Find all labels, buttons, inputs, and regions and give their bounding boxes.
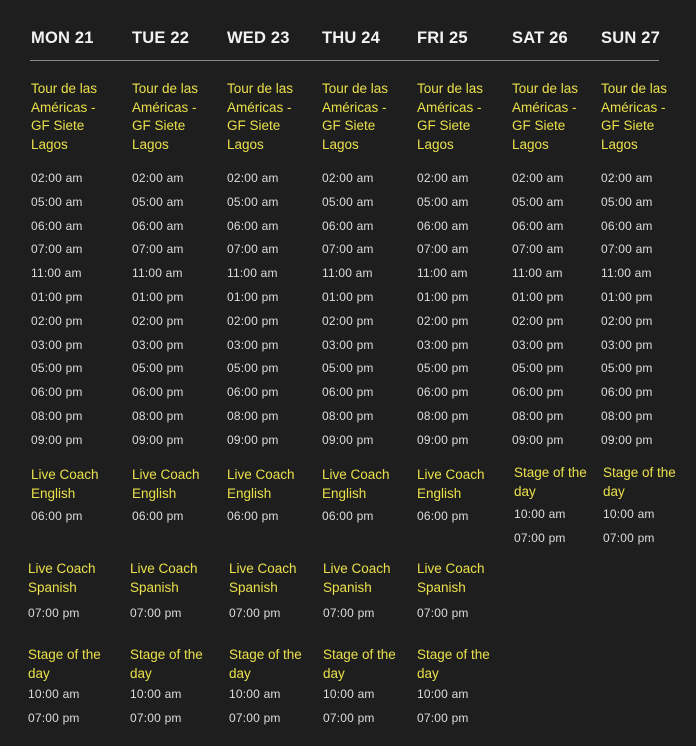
event-title-stage-of-the-day: Stage of the day — [603, 465, 676, 499]
event-title-live-coach-spanish: Live Coach Spanish — [323, 561, 391, 595]
time-slot[interactable]: 02:00 pm — [601, 313, 653, 328]
time-slot[interactable]: 05:00 am — [132, 194, 184, 209]
time-slot[interactable]: 05:00 pm — [417, 361, 469, 376]
time-slot[interactable]: 07:00 pm — [229, 710, 281, 725]
time-slot[interactable]: 05:00 pm — [132, 361, 184, 376]
time-slot[interactable]: 02:00 am — [512, 171, 564, 185]
time-slot[interactable]: 07:00 pm — [417, 710, 469, 725]
time-slot[interactable]: 02:00 am — [417, 171, 469, 185]
time-slot[interactable]: 06:00 am — [132, 218, 184, 233]
time-slot[interactable]: 11:00 am — [227, 266, 278, 281]
time-slot[interactable]: 02:00 am — [31, 171, 83, 185]
event-title-live-coach-spanish: Live Coach Spanish — [229, 561, 297, 595]
header-divider — [30, 60, 659, 61]
time-slot[interactable]: 06:00 pm — [417, 509, 469, 523]
time-slot[interactable]: 09:00 pm — [132, 432, 184, 447]
time-slot[interactable]: 11:00 am — [322, 266, 373, 281]
event-title-live-coach-spanish: Live Coach Spanish — [28, 561, 96, 595]
event-title-tour-de-las-americas-gf-siete-lagos: Tour de las Américas - GF Siete Lagos — [227, 81, 294, 152]
event-title-tour-de-las-americas-gf-siete-lagos: Tour de las Américas - GF Siete Lagos — [31, 81, 98, 152]
event-title-live-coach-spanish: Live Coach Spanish — [130, 561, 198, 595]
time-slot[interactable]: 02:00 am — [132, 171, 184, 185]
event-title-tour-de-las-americas-gf-siete-lagos: Tour de las Américas - GF Siete Lagos — [601, 81, 668, 152]
day-header-mon-21: MON 21 — [31, 29, 94, 47]
day-header-thu-24: THU 24 — [322, 29, 381, 47]
event-title-stage-of-the-day: Stage of the day — [417, 647, 490, 681]
event-title-live-coach-english: Live Coach English — [31, 467, 99, 501]
time-slot[interactable]: 02:00 pm — [417, 313, 469, 328]
time-slot[interactable]: 02:00 pm — [31, 313, 83, 328]
time-slot[interactable]: 05:00 am — [31, 194, 83, 209]
time-slot[interactable]: 03:00 pm — [227, 337, 279, 352]
event-title-live-coach-english: Live Coach English — [227, 467, 295, 501]
time-slot[interactable]: 08:00 pm — [322, 409, 374, 423]
time-slot[interactable]: 07:00 am — [227, 242, 279, 257]
time-slot[interactable]: 06:00 am — [31, 218, 83, 233]
time-slot[interactable]: 05:00 am — [417, 194, 469, 209]
time-slot[interactable]: 05:00 am — [512, 194, 564, 209]
time-slot[interactable]: 11:00 am — [601, 266, 652, 281]
event-title-stage-of-the-day: Stage of the day — [130, 647, 203, 681]
event-title-stage-of-the-day: Stage of the day — [323, 647, 396, 681]
time-slot[interactable]: 11:00 am — [512, 266, 563, 281]
time-slot[interactable]: 03:00 pm — [417, 337, 469, 352]
time-slot[interactable]: 10:00 am — [28, 687, 80, 701]
time-slot[interactable]: 03:00 pm — [512, 337, 564, 352]
time-slot[interactable]: 06:00 pm — [417, 385, 469, 400]
time-slot[interactable]: 02:00 pm — [132, 313, 184, 328]
event-title-live-coach-english: Live Coach English — [417, 467, 485, 501]
time-slot[interactable]: 10:00 am — [130, 687, 182, 701]
event-title-tour-de-las-americas-gf-siete-lagos: Tour de las Américas - GF Siete Lagos — [417, 81, 484, 152]
time-slot[interactable]: 02:00 pm — [322, 313, 374, 328]
event-title-live-coach-english: Live Coach English — [322, 467, 390, 501]
time-slot[interactable]: 05:00 pm — [322, 361, 374, 376]
time-slot[interactable]: 08:00 pm — [227, 409, 279, 423]
time-slot[interactable]: 07:00 am — [322, 242, 374, 257]
time-slot[interactable]: 01:00 pm — [227, 290, 279, 304]
time-slot[interactable]: 05:00 am — [601, 194, 653, 209]
time-slot[interactable]: 07:00 am — [601, 242, 653, 257]
time-slot[interactable]: 09:00 pm — [31, 432, 83, 447]
time-slot[interactable]: 06:00 pm — [322, 385, 374, 400]
time-slot[interactable]: 08:00 pm — [31, 409, 83, 423]
time-slot[interactable]: 10:00 am — [229, 687, 281, 701]
time-slot[interactable]: 07:00 pm — [130, 710, 182, 725]
time-slot[interactable]: 03:00 pm — [31, 337, 83, 352]
time-slot[interactable]: 05:00 pm — [512, 361, 564, 376]
time-slot[interactable]: 06:00 am — [512, 218, 564, 233]
time-slot[interactable]: 06:00 pm — [132, 509, 184, 523]
time-slot[interactable]: 02:00 am — [601, 171, 653, 185]
time-slot[interactable]: 06:00 am — [417, 218, 469, 233]
time-slot[interactable]: 05:00 pm — [601, 361, 653, 376]
time-slot[interactable]: 09:00 pm — [227, 432, 279, 447]
day-header-sun-27: SUN 27 — [601, 29, 660, 47]
time-slot[interactable]: 10:00 am — [417, 687, 469, 701]
time-slot[interactable]: 07:00 am — [31, 242, 83, 257]
event-title-live-coach-spanish: Live Coach Spanish — [417, 561, 485, 595]
time-slot[interactable]: 05:00 am — [227, 194, 279, 209]
time-slot[interactable]: 05:00 pm — [31, 361, 83, 376]
time-slot[interactable]: 02:00 am — [322, 171, 374, 185]
time-slot[interactable]: 07:00 pm — [323, 606, 375, 620]
time-slot[interactable]: 02:00 pm — [512, 313, 564, 328]
time-slot[interactable]: 11:00 am — [417, 266, 468, 281]
event-title-tour-de-las-americas-gf-siete-lagos: Tour de las Américas - GF Siete Lagos — [322, 81, 389, 152]
time-slot[interactable]: 02:00 pm — [227, 313, 279, 328]
day-header-sat-26: SAT 26 — [512, 29, 568, 47]
time-slot[interactable]: 05:00 pm — [227, 361, 279, 376]
time-slot[interactable]: 06:00 pm — [132, 385, 184, 400]
time-slot[interactable]: 01:00 pm — [512, 290, 564, 304]
event-title-tour-de-las-americas-gf-siete-lagos: Tour de las Américas - GF Siete Lagos — [512, 81, 579, 152]
time-slot[interactable]: 06:00 am — [227, 218, 279, 233]
time-slot[interactable]: 08:00 pm — [417, 409, 469, 423]
time-slot[interactable]: 08:00 pm — [132, 409, 184, 423]
time-slot[interactable]: 07:00 am — [512, 242, 564, 257]
time-slot[interactable]: 08:00 pm — [601, 409, 653, 423]
time-slot[interactable]: 07:00 pm — [514, 530, 566, 545]
day-header-tue-22: TUE 22 — [132, 29, 190, 47]
time-slot[interactable]: 03:00 pm — [322, 337, 374, 352]
time-slot[interactable]: 10:00 am — [514, 507, 566, 521]
event-title-stage-of-the-day: Stage of the day — [229, 647, 302, 681]
event-title-tour-de-las-americas-gf-siete-lagos: Tour de las Américas - GF Siete Lagos — [132, 81, 199, 152]
time-slot[interactable]: 07:00 pm — [229, 606, 281, 620]
time-slot[interactable]: 06:00 pm — [31, 385, 83, 400]
event-title-live-coach-english: Live Coach English — [132, 467, 200, 501]
time-slot[interactable]: 07:00 pm — [130, 606, 182, 620]
time-slot[interactable]: 07:00 pm — [603, 530, 655, 545]
time-slot[interactable]: 01:00 pm — [31, 290, 83, 304]
time-slot[interactable]: 10:00 am — [323, 687, 375, 701]
event-title-stage-of-the-day: Stage of the day — [514, 465, 587, 499]
time-slot[interactable]: 01:00 pm — [601, 290, 653, 304]
time-slot[interactable]: 09:00 pm — [512, 432, 564, 447]
time-slot[interactable]: 07:00 am — [417, 242, 469, 257]
time-slot[interactable]: 06:00 pm — [322, 509, 374, 523]
time-slot[interactable]: 01:00 pm — [322, 290, 374, 304]
time-slot[interactable]: 03:00 pm — [132, 337, 184, 352]
time-slot[interactable]: 09:00 pm — [417, 432, 469, 447]
time-slot[interactable]: 06:00 am — [601, 218, 653, 233]
time-slot[interactable]: 06:00 pm — [512, 385, 564, 400]
time-slot[interactable]: 06:00 pm — [227, 385, 279, 400]
time-slot[interactable]: 07:00 pm — [28, 710, 80, 725]
time-slot[interactable]: 06:00 pm — [601, 385, 653, 400]
time-slot[interactable]: 07:00 pm — [323, 710, 375, 725]
day-header-fri-25: FRI 25 — [417, 29, 468, 47]
time-slot[interactable]: 02:00 am — [227, 171, 279, 185]
time-slot[interactable]: 07:00 am — [132, 242, 184, 257]
time-slot[interactable]: 07:00 pm — [28, 606, 80, 620]
time-slot[interactable]: 06:00 pm — [227, 509, 279, 523]
time-slot[interactable]: 09:00 pm — [322, 432, 374, 447]
time-slot[interactable]: 08:00 pm — [512, 409, 564, 423]
day-header-wed-23: WED 23 — [227, 29, 290, 47]
time-slot[interactable]: 01:00 pm — [132, 290, 184, 304]
time-slot[interactable]: 01:00 pm — [417, 290, 469, 304]
time-slot[interactable]: 07:00 pm — [417, 606, 469, 620]
time-slot[interactable]: 11:00 am — [132, 266, 183, 281]
time-slot[interactable]: 06:00 pm — [31, 509, 83, 523]
time-slot[interactable]: 11:00 am — [31, 266, 82, 281]
time-slot[interactable]: 03:00 pm — [601, 337, 653, 352]
time-slot[interactable]: 06:00 am — [322, 218, 374, 233]
time-slot[interactable]: 05:00 am — [322, 194, 374, 209]
event-title-stage-of-the-day: Stage of the day — [28, 647, 101, 681]
time-slot[interactable]: 10:00 am — [603, 507, 655, 521]
time-slot[interactable]: 09:00 pm — [601, 432, 653, 447]
